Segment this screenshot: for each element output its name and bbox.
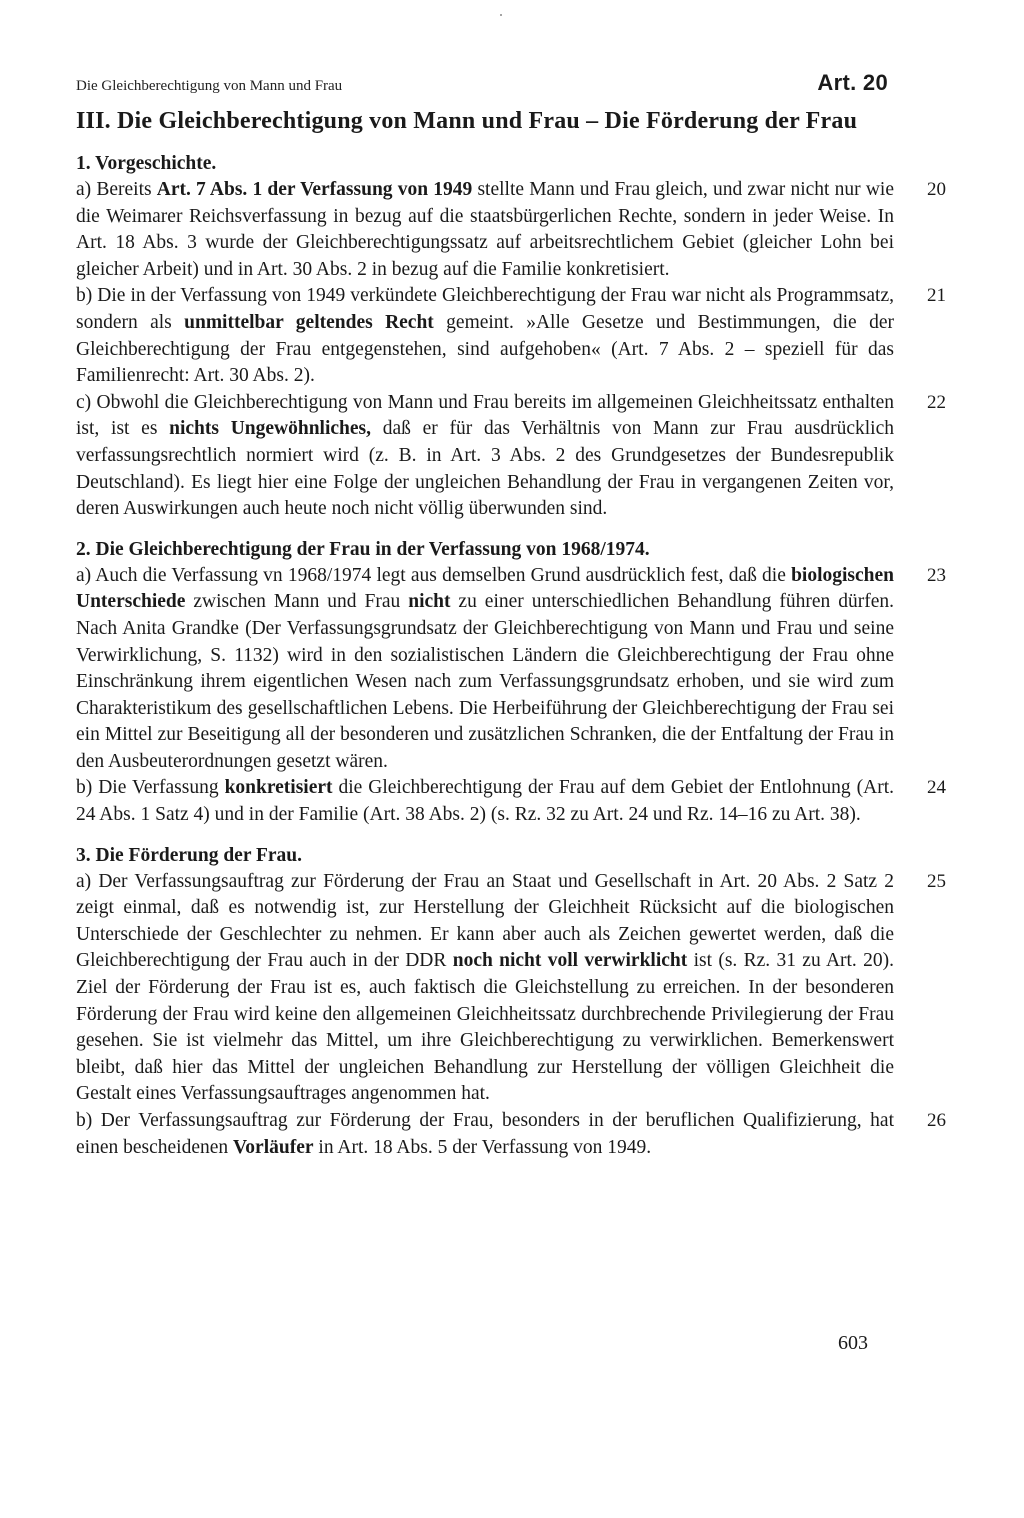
article-number: Art. 20 [817, 70, 888, 95]
emphasis-text: unmittelbar geltendes Recht [184, 311, 434, 333]
margin-number: 21 [927, 285, 946, 307]
paragraph-text: die Gleichberechtigung der Frau auf dem Gebiet der Entlohnung (Art. 24 Abs. 1 Satz 4) und in der Familie (Art. 38 Abs. 2) (s. Rz. 32 zu Art. 24 und Rz. 14–16 zu Art. 38). [76, 777, 894, 826]
paragraph [76, 775, 946, 828]
section-gap [76, 523, 896, 537]
margin-number: 26 [927, 1110, 946, 1131]
paragraph-text: a) Der Verfassungsauftrag zur Förderung der Frau an Staat und Gesellschaft in Art. 20 Abs. 2 Satz 2 zeigt einmal, daß es notwendig ist, zur Herstellung der Gleichheit Rücksicht auf die biologischen Unterschiede der Geschlechter zu nehmen. Er kann aber auch als Zeichen gewertet werden, daß die Gleichberechtigung der Frau auch in der DDR [76, 870, 894, 972]
section-heading: 3. Die Förderung der Frau. [76, 844, 303, 866]
paragraph-text: zwischen Mann und Frau [185, 591, 409, 613]
emphasis-text: nicht [408, 591, 451, 613]
paragraph-text: stellte Mann und Frau gleich, und zwar nicht nur wie die Weimarer Reichsverfassung in bezug auf die staatsbürgerlichen Rechte, sondern in jeder Weise. In Art. 18 Abs. 3 wurde der Gleichberechtigungssatz auf arbeitsrechtlichem Gebiet (gleicher Lohn bei gleicher Arbeit) und in Art. 30 Abs. 2 in bezug auf die Familie konkretisiert. [76, 179, 894, 280]
paragraph [76, 869, 946, 1108]
margin-number: 20 [927, 179, 946, 200]
page-number: 603 [838, 1332, 868, 1354]
emphasis-text: noch nicht voll verwirklicht [452, 950, 688, 972]
paragraph-text: a) Auch die Verfassung vn 1968/1974 legt aus demselben Grund ausdrücklich fest, daß die [76, 564, 792, 586]
running-head [76, 70, 896, 96]
paragraph-text: b) Die in der Verfassung von 1949 verkündete Gleichberechtigung der Frau war nicht als Programmsatz, sondern als [76, 285, 894, 333]
margin-number: 25 [927, 870, 946, 892]
emphasis-text: biologischen Unterschiede [76, 564, 894, 613]
paragraph-text: a) Bereits [76, 179, 157, 200]
paragraph [76, 563, 946, 776]
sections-container [76, 151, 946, 1161]
section-title: III. Die Gleichberechtigung von Mann und Frau – Die Förderung der Frau [76, 108, 858, 134]
paragraph [76, 177, 946, 283]
emphasis-text: konkretisiert [224, 777, 333, 799]
page-body [76, 70, 946, 1161]
paragraph-text: daß er für das Verhältnis von Mann zur Frau ausdrücklich verfassungsrechtlich normiert wird (z. B. in Art. 3 Abs. 2 des Grundgesetzes der Bundesrepublik Deutschland). Es liegt hier eine Folge der ungleichen Behandlung der Frau in vergangenen Zeiten vor, deren Auswirkungen auch heute noch nicht völlig überwunden sind. [76, 418, 894, 520]
paragraph [76, 283, 946, 389]
paragraph-text: b) Der Verfassungsauftrag zur Förderung der Frau, besonders in der beruflichen Qualifizierung, hat einen bescheidenen [76, 1110, 894, 1158]
paragraph-text: c) Obwohl die Gleichberechtigung von Mann und Frau bereits im allgemeinen Gleichheitssatz enthalten ist, ist es [76, 391, 894, 440]
paragraph-text: gemeint. »Alle Gesetze und Bestimmungen, die der Gleichberechtigung der Frau entgegenstehen, sind aufgehoben« (Art. 7 Abs. 2 – speziell für das Familienrecht: Art. 30 Abs. 2). [76, 311, 894, 387]
paragraph-text: zu einer unterschiedlichen Behandlung führen dürfen. Nach Anita Grandke (Der Verfassungsgrundsatz der Gleichberechtigung von Mann und Frau und seine Verwirklichung, S. 1132) wird in den sozialistischen Ländern die Gleichberechtigung der Frau ohne Einschränkung ihrem eigentlichen Wesen nach zum Verfassungsgrundsatz erhoben, und sie wird zum Charakteristikum des gesellschaftlichen Lebens. Die Herbeiführung der Gleichberechtigung der Frau sei ein Mittel zur Beseitigung all der besonderen und zusätzlichen Schranken, die der Entfaltung der Frau in den Ausbeuterordnungen gesetzt wären. [76, 591, 894, 772]
emphasis-text: Vorläufer [233, 1136, 314, 1158]
margin-number: 22 [927, 391, 946, 413]
section-heading: 2. Die Gleichberechtigung der Frau in der Verfassung von 1968/1974. [76, 538, 650, 560]
paragraph [76, 1108, 946, 1161]
margin-number: 24 [927, 777, 946, 799]
section-heading: 1. Vorgeschichte. [76, 153, 217, 174]
scan-speck [500, 14, 502, 16]
paragraph-text: b) Die Verfassung [76, 777, 225, 799]
paragraph-text: in Art. 18 Abs. 5 der Verfassung von 1949. [313, 1136, 652, 1158]
running-head-title: Die Gleichberechtigung von Mann und Frau [76, 78, 343, 94]
paragraph [76, 390, 946, 523]
margin-number: 23 [927, 564, 946, 586]
paragraph-text: ist (s. Rz. 31 zu Art. 20). Ziel der Förderung der Frau ist es, auch faktisch die Gleichstellung zu erreichen. In der besonderen Förderung der Frau wird keine den allgemeinen Gleichheitssatz durchbrechende Privilegierung der Frau gesehen. Sie ist vielmehr das Mittel, um ihre Gleichberechtigung zu verwirklichen. Bemerkenswert bleibt, daß hier das Mittel der ungleichen Behandlung zur Herstellung der völligen Gleichheit die Gestalt eines Verfassungsauftrages angenommen hat. [76, 950, 895, 1105]
section-gap [76, 829, 896, 843]
emphasis-text: nichts Ungewöhnliches, [169, 418, 372, 440]
emphasis-text: Art. 7 Abs. 1 der Verfassung von 1949 [156, 179, 473, 200]
